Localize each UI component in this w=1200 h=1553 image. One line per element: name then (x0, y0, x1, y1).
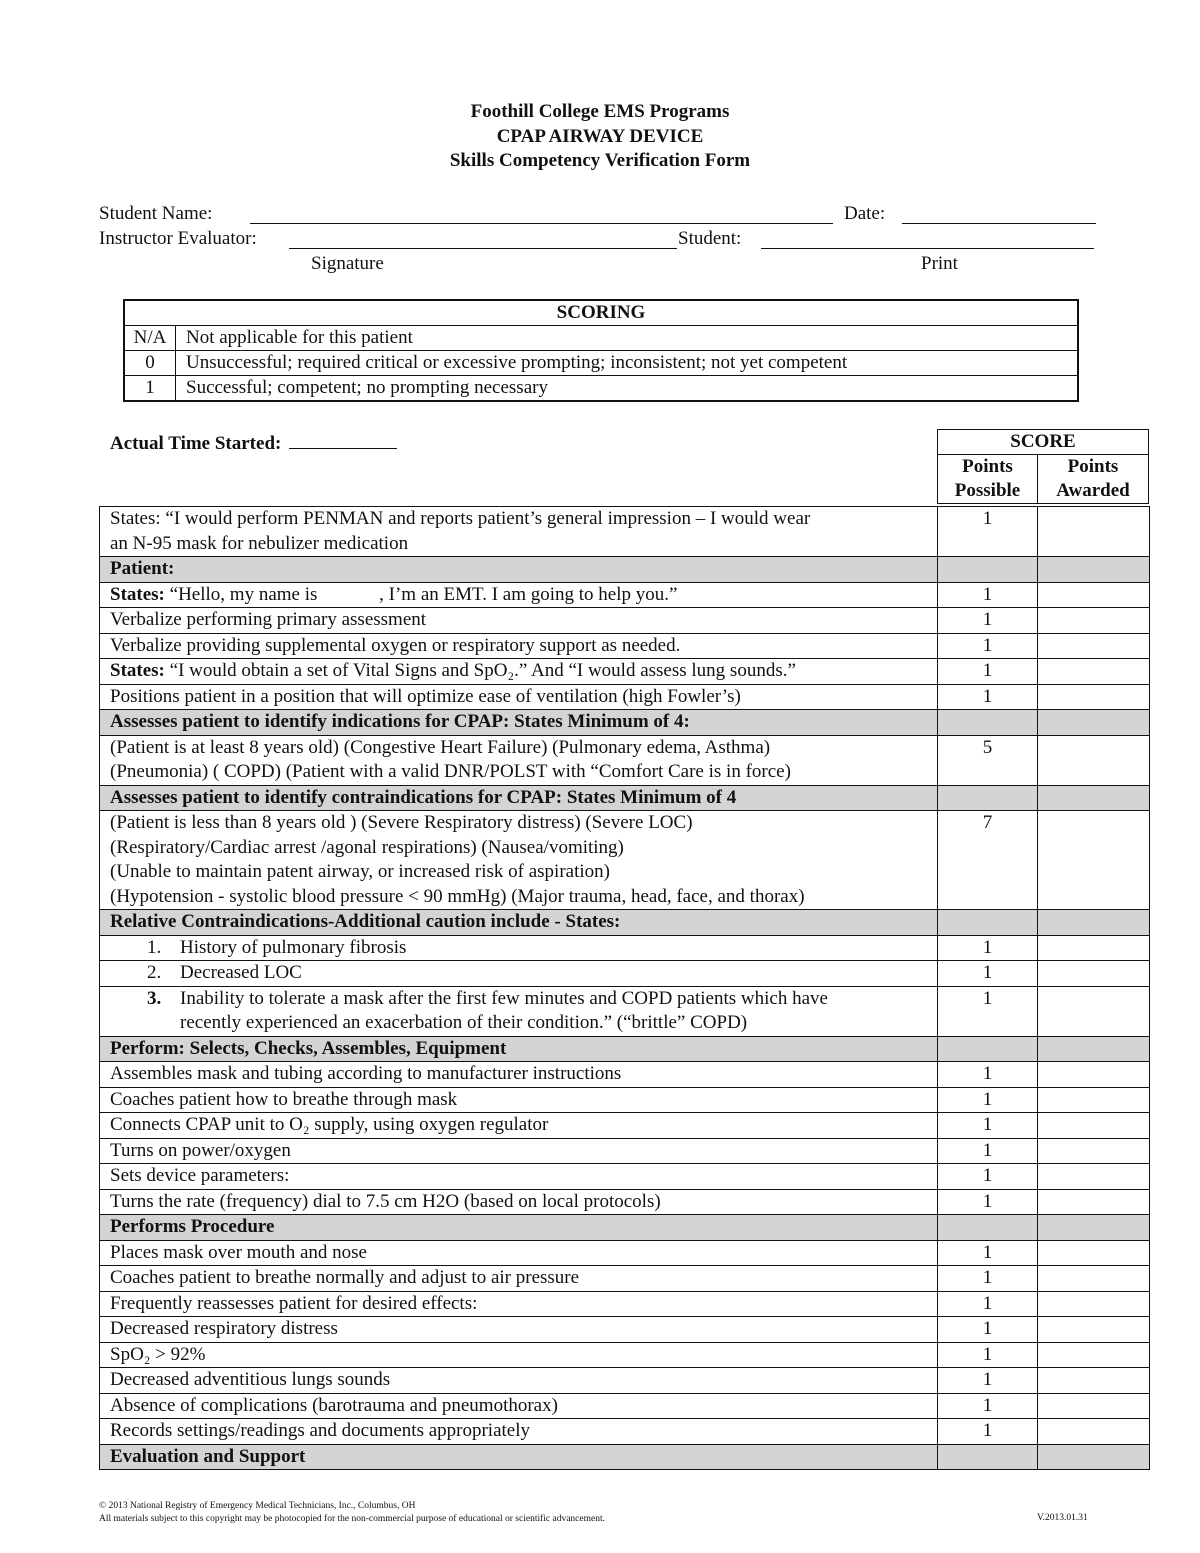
skill-text: Verbalize providing supplemental oxygen or respiratory support as needed. (110, 634, 681, 656)
section-points-possible (938, 1215, 1038, 1241)
section-points-awarded (1038, 557, 1150, 583)
student-print-line[interactable] (761, 248, 1094, 249)
points-possible: 1 (938, 1189, 1038, 1215)
section-points-awarded (1038, 1444, 1150, 1470)
skill-text-line: (Hypotension - systolic blood pressure < 90 mmHg) (Major trauma, head, face, and thorax) (110, 885, 805, 907)
points-awarded-cell[interactable] (1038, 633, 1150, 659)
skill-text-line: States: “I would perform PENMAN and reports patient’s general impression – I would wear (110, 508, 811, 529)
section-points-possible (938, 1036, 1038, 1062)
points-possible: 1 (938, 1113, 1038, 1139)
checklist-row (100, 684, 1150, 710)
points-awarded-cell[interactable] (1038, 1087, 1150, 1113)
points-awarded-cell[interactable] (1038, 935, 1150, 961)
points-awarded-cell[interactable] (1038, 1419, 1150, 1445)
scoring-code: 0 (124, 351, 176, 376)
actual-time-started (110, 430, 397, 455)
checklist-row (100, 608, 1150, 634)
numbered-item (110, 936, 927, 961)
section-header-row (100, 1444, 1150, 1470)
points-possible: 1 (938, 582, 1038, 608)
section-points-awarded (1038, 910, 1150, 936)
scoring-row (124, 326, 1078, 351)
checklist-row (100, 1113, 1150, 1139)
footer-copyright (99, 1500, 605, 1526)
scoring-description: Unsuccessful; required critical or excessive prompting; inconsistent; not yet competent (176, 351, 1079, 376)
section-title: Perform: Selects, Checks, Assembles, Equipment (100, 1036, 938, 1062)
skill-description (100, 582, 938, 608)
skill-description (100, 608, 938, 634)
points-awarded-cell[interactable] (1038, 811, 1150, 910)
signature-caption: Signature (311, 253, 384, 274)
skill-text: “Hello, my name is , I’m an EMT. I am going to help you.” (164, 583, 678, 605)
points-possible: 1 (938, 1266, 1038, 1292)
points-awarded-cell[interactable] (1038, 986, 1150, 1036)
instructor-evaluator-label: Instructor Evaluator: (99, 228, 257, 249)
item-text (180, 987, 828, 1036)
item-text-line: Decreased LOC (180, 962, 302, 983)
checklist-row (100, 811, 1150, 910)
skill-text: SpO₂ > 92% (110, 1343, 206, 1365)
skill-text: Places mask over mouth and nose (110, 1241, 367, 1263)
points-awarded-cell[interactable] (1038, 1291, 1150, 1317)
checklist-row (100, 1342, 1150, 1368)
item-text (180, 936, 406, 961)
scoring-legend (123, 299, 1079, 402)
points-awarded-cell[interactable] (1038, 684, 1150, 710)
skill-text: Coaches patient to breathe normally and adjust to air pressure (110, 1267, 580, 1288)
section-header-row (100, 557, 1150, 583)
points-possible: 1 (938, 1062, 1038, 1088)
checklist-row (100, 507, 1150, 557)
points-possible: 1 (938, 684, 1038, 710)
scoring-title: SCORING (124, 300, 1078, 326)
points-awarded-cell[interactable] (1038, 582, 1150, 608)
skill-description (100, 1113, 938, 1139)
section-title: Performs Procedure (100, 1215, 938, 1241)
device-title: CPAP AIRWAY DEVICE (496, 125, 704, 147)
skill-description (100, 986, 938, 1036)
scoring-code: 1 (124, 376, 176, 402)
skill-description (100, 961, 938, 987)
skill-text: Coaches patient how to breathe through mask (110, 1088, 458, 1110)
skill-description (100, 1393, 938, 1419)
section-title: Assesses patient to identify indications for CPAP: States Minimum of 4: (100, 710, 938, 736)
section-points-awarded (1038, 785, 1150, 811)
checklist-row (100, 582, 1150, 608)
skill-text: Turns on power/oxygen (110, 1139, 291, 1161)
skill-text-line: (Patient is at least 8 years old) (Congestive Heart Failure) (Pulmonary edema, Asthma) (110, 736, 771, 758)
section-points-awarded (1038, 1215, 1150, 1241)
points-possible: 1 (938, 1317, 1038, 1343)
scoring-description: Successful; competent; no prompting necessary (176, 376, 1079, 402)
points-possible: 1 (938, 1164, 1038, 1190)
section-points-possible (938, 710, 1038, 736)
points-possible: 1 (938, 1291, 1038, 1317)
form-header (0, 100, 1200, 174)
points-possible: 1 (938, 1087, 1038, 1113)
item-number: 3. (147, 987, 162, 1009)
evaluator-row (99, 228, 1099, 252)
points-possible: 1 (938, 608, 1038, 634)
points-awarded-cell[interactable] (1038, 735, 1150, 785)
points-awarded-cell[interactable] (1038, 1393, 1150, 1419)
section-header-row (100, 1215, 1150, 1241)
skill-description (100, 633, 938, 659)
student-label: Student: (678, 228, 742, 249)
points-awarded-cell[interactable] (1038, 1342, 1150, 1368)
points-awarded-cell[interactable] (1038, 1138, 1150, 1164)
section-points-awarded (1038, 1036, 1150, 1062)
points-possible: 7 (938, 811, 1038, 910)
skills-checklist (99, 506, 1150, 1470)
skill-description (100, 1291, 938, 1317)
student-name-line[interactable] (250, 223, 833, 224)
checklist-row (100, 1266, 1150, 1292)
checklist-row (100, 1138, 1150, 1164)
skill-description (100, 735, 938, 785)
form-title: Skills Competency Verification Form (449, 150, 751, 171)
skill-description (100, 1317, 938, 1343)
checklist-row (100, 935, 1150, 961)
points-possible: 1 (938, 961, 1038, 987)
skill-text-line: (Pneumonia) ( COPD) (Patient with a valid DNR/POLST with “Comfort Care is in force) (110, 761, 791, 782)
skill-text: Records settings/readings and documents appropriately (110, 1420, 531, 1441)
section-header-row (100, 1036, 1150, 1062)
checklist-row (100, 961, 1150, 987)
checklist-row (100, 1240, 1150, 1266)
checklist-row (100, 1164, 1150, 1190)
skill-text: Decreased respiratory distress (110, 1318, 338, 1339)
points-awarded-cell[interactable] (1038, 1062, 1150, 1088)
skill-text: Turns the rate (frequency) dial to 7.5 cm H2O (based on local protocols) (110, 1190, 661, 1212)
date-label: Date: (844, 203, 886, 224)
item-text-line: Inability to tolerate a mask after the first few minutes and COPD patients which have (180, 987, 828, 1009)
points-awarded-cell[interactable] (1038, 1368, 1150, 1394)
skill-text: Connects CPAP unit to O₂ supply, using oxygen regulator (110, 1114, 549, 1135)
section-points-possible (938, 1444, 1038, 1470)
date-line[interactable] (902, 223, 1096, 224)
points-awarded-header: Points Awarded (1038, 455, 1149, 504)
copyright-text: © 2013 National Registry of Emergency Medical Technicians, Inc., Columbus, OH (99, 1501, 416, 1511)
skill-description (100, 811, 938, 910)
section-points-possible (938, 910, 1038, 936)
states-prefix: States: (110, 583, 165, 605)
skill-description (100, 935, 938, 961)
skill-description (100, 1062, 938, 1088)
points-awarded-cell[interactable] (1038, 1240, 1150, 1266)
skill-description (100, 1419, 938, 1445)
checklist-row (100, 1419, 1150, 1445)
points-awarded-cell[interactable] (1038, 1189, 1150, 1215)
points-awarded-cell[interactable] (1038, 659, 1150, 685)
points-possible: 1 (938, 507, 1038, 557)
item-text-line: History of pulmonary fibrosis (180, 936, 407, 958)
points-awarded-cell[interactable] (1038, 608, 1150, 634)
skill-description (100, 659, 938, 685)
points-awarded-cell[interactable] (1038, 1113, 1150, 1139)
points-possible: 1 (938, 633, 1038, 659)
signature-caption-row (99, 253, 1099, 277)
skill-description (100, 1266, 938, 1292)
section-title: Patient: (100, 557, 938, 583)
points-awarded-cell[interactable] (1038, 961, 1150, 987)
points-possible-header: Points Possible (938, 455, 1038, 504)
points-possible: 1 (938, 659, 1038, 685)
section-header-row (100, 785, 1150, 811)
checklist-row (100, 1062, 1150, 1088)
points-possible: 1 (938, 1138, 1038, 1164)
item-number: 2. (147, 962, 162, 983)
scoring-row (124, 351, 1078, 376)
skill-text: Sets device parameters: (110, 1165, 290, 1186)
skill-description (100, 507, 938, 557)
section-points-possible (938, 785, 1038, 811)
item-number: 1. (147, 936, 162, 958)
section-title: Relative Contraindications-Additional caution include - States: (100, 910, 938, 936)
points-possible: 1 (938, 1393, 1038, 1419)
points-awarded-cell[interactable] (1038, 1317, 1150, 1343)
section-points-possible (938, 557, 1038, 583)
skill-text: Verbalize performing primary assessment (110, 609, 427, 630)
points-possible: 5 (938, 735, 1038, 785)
skill-description (100, 1342, 938, 1368)
points-possible: 1 (938, 1240, 1038, 1266)
points-awarded-cell[interactable] (1038, 1266, 1150, 1292)
skill-text: Assembles mask and tubing according to manufacturer instructions (110, 1063, 622, 1084)
checklist-row (100, 1189, 1150, 1215)
section-title: Evaluation and Support (100, 1444, 938, 1470)
numbered-item (110, 961, 927, 986)
skill-text: Absence of complications (barotrauma and pneumothorax) (110, 1394, 558, 1416)
program-title: Foothill College EMS Programs (470, 101, 730, 122)
skill-text-line: (Respiratory/Cardiac arrest /agonal respirations) (Nausea/vomiting) (110, 836, 624, 858)
points-possible: 1 (938, 986, 1038, 1036)
score-header (937, 429, 1149, 504)
scoring-row (124, 376, 1078, 402)
item-text (180, 961, 302, 986)
checklist-row (100, 735, 1150, 785)
points-possible: 1 (938, 935, 1038, 961)
skill-description (100, 1240, 938, 1266)
checklist-row (100, 1368, 1150, 1394)
points-possible: 1 (938, 1368, 1038, 1394)
section-points-awarded (1038, 710, 1150, 736)
section-header-row (100, 710, 1150, 736)
points-possible: 1 (938, 1419, 1038, 1445)
print-caption: Print (921, 253, 958, 274)
checklist-row (100, 1317, 1150, 1343)
skill-text: Decreased adventitious lungs sounds (110, 1369, 391, 1390)
checklist-row (100, 659, 1150, 685)
points-awarded-cell[interactable] (1038, 507, 1150, 557)
skill-description (100, 1138, 938, 1164)
scoring-code: N/A (124, 326, 176, 351)
checklist-row (100, 1393, 1150, 1419)
actual-time-started-label: Actual Time Started: (110, 433, 282, 454)
skill-text-line: (Unable to maintain patent airway, or increased risk of aspiration) (110, 861, 610, 882)
student-name-row (99, 203, 1099, 227)
skill-description (100, 1087, 938, 1113)
skill-description (100, 1189, 938, 1215)
skill-text-line: (Patient is less than 8 years old ) (Severe Respiratory distress) (Severe LOC) (110, 812, 693, 833)
points-possible: 1 (938, 1342, 1038, 1368)
student-name-label: Student Name: (99, 203, 213, 224)
numbered-item (110, 987, 927, 1036)
evaluator-signature-line[interactable] (289, 248, 677, 249)
version-text: V.2013.01.31 (1037, 1513, 1088, 1523)
permission-text: All materials subject to this copyright may be photocopied for the non-commercial purpose of educational or scientific advancement. (99, 1514, 605, 1524)
checklist-row (100, 1291, 1150, 1317)
skill-text: Frequently reassesses patient for desired effects: (110, 1292, 478, 1314)
checklist-row (100, 1087, 1150, 1113)
skill-description (100, 1164, 938, 1190)
checklist-row (100, 986, 1150, 1036)
item-text-line: recently experienced an exacerbation of their condition.” (“brittle” COPD) (180, 1012, 748, 1033)
skill-text-line: an N-95 mask for nebulizer medication (110, 532, 409, 554)
points-awarded-cell[interactable] (1038, 1164, 1150, 1190)
skill-description (100, 684, 938, 710)
skill-text: “I would obtain a set of Vital Signs and SpO₂.” And “I would assess lung sounds.” (164, 660, 796, 681)
scoring-description: Not applicable for this patient (176, 326, 1079, 351)
states-prefix: States: (110, 660, 165, 681)
checklist-row (100, 633, 1150, 659)
actual-time-started-line[interactable] (289, 430, 397, 449)
score-title: SCORE (938, 430, 1149, 455)
section-header-row (100, 910, 1150, 936)
section-title: Assesses patient to identify contraindications for CPAP: States Minimum of 4 (100, 785, 938, 811)
skill-text: Positions patient in a position that will optimize ease of ventilation (high Fowler’s) (110, 685, 741, 707)
skill-description (100, 1368, 938, 1394)
